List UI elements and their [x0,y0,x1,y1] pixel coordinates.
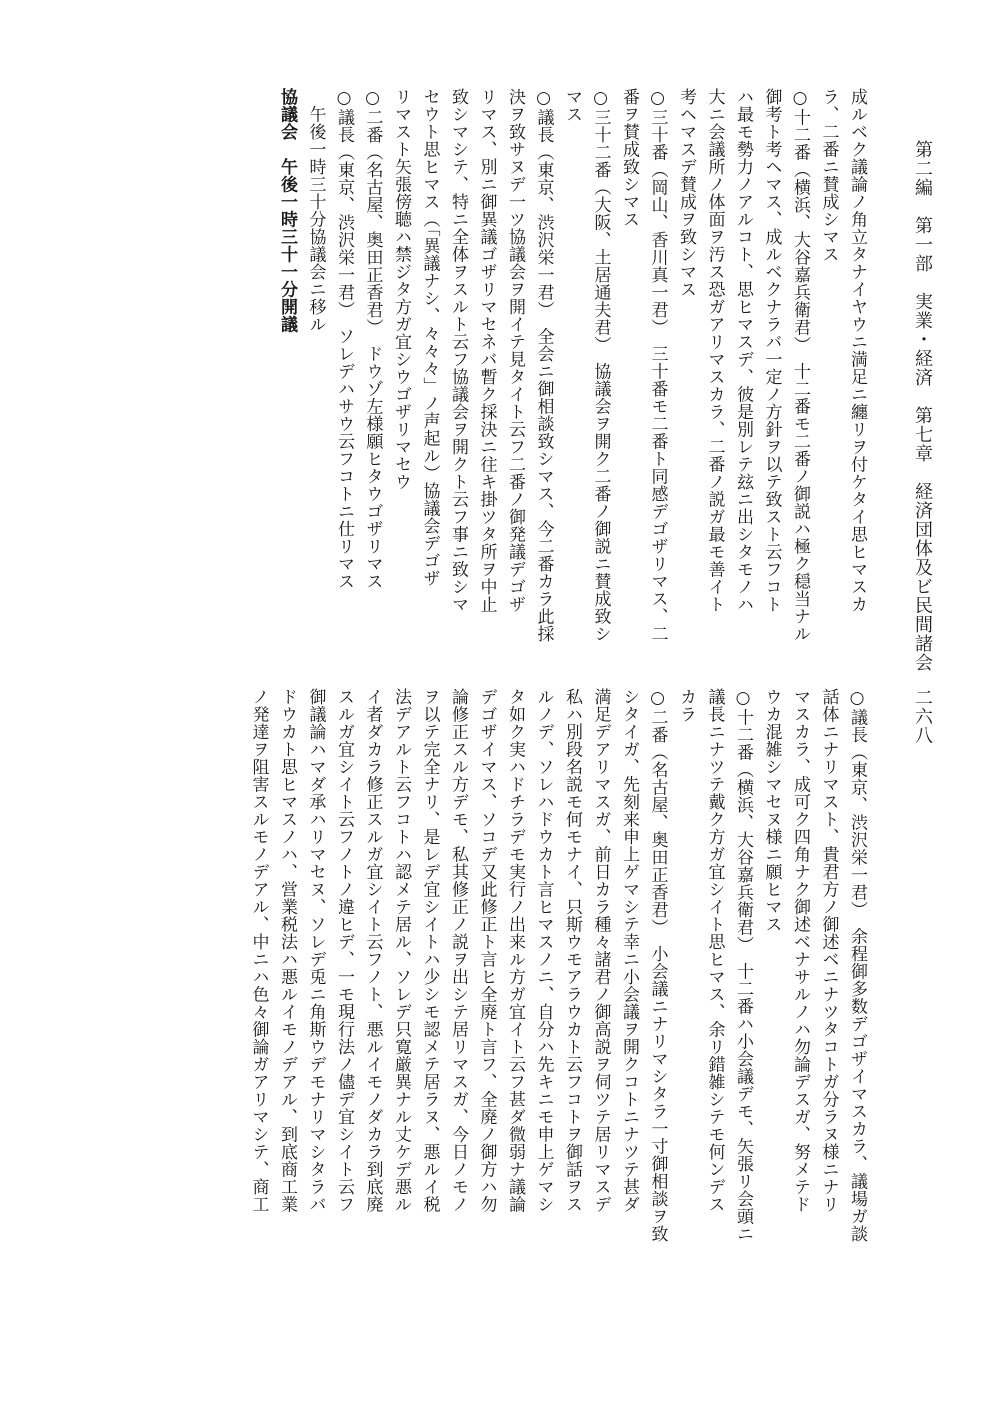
text-column: 番ヲ賛成致シマス [619,88,639,228]
text-column: ○二番（名古屋、奥田正香君） ドウゾ左様願ヒタウゴザリマス [362,88,383,590]
text-column: ウカ混雑シマセヌ様ニ願ヒマス [761,688,782,933]
page-number: 二六八 [912,688,933,745]
text-column: ヲ以テ完全ナリ、是レデ宜シイトハ少シモ認メテ居ラヌ、悪ルイ税 [419,688,440,1213]
text-column: ○議長（東京、渋沢栄一君） 全会ニ御相談致シマス、今二番カラ此採 [533,88,554,643]
text-column: 大ニ会議所ノ体面ヲ汚ス恐ガアリマスカラ、二番ノ説ガ最モ善イト [704,88,725,613]
running-header: 第二編 第一部 実業・経済 第七章 経済団体及ビ民間諸会 [912,140,933,672]
text-column: タ如ク実ハドチラデモ実行ノ出来ル方ガ宜イト云フ甚ダ微弱ナ議論 [505,688,525,1213]
text-column: ラ、二番ニ賛成シマス [818,88,839,263]
text-column: ○十二番（横浜、大谷嘉兵衛君） 十二番ハ小会議デモ、矢張リ会頭ニ [733,688,753,1243]
text-column: 御考ト考ヘマス、成ルベクナラバ一定ノ方針ヲ以テ致スト云フコト [761,88,782,613]
text-column: デゴザイマス、ソコデ又此修正ト言ヒ全廃ト言フ、全廃ノ御方ハ勿 [476,688,497,1213]
text-column: 議長ニナツテ戴ク方ガ宜シイト思ヒマス、余リ錯雑シテモ何ンデス [704,688,725,1213]
text-column: 御議論ハマダ承ハリマセヌ、ソレデ兎ニ角斯ウデモナリマシタラバ [305,688,326,1213]
text-column: ○三十二番（大阪、土居通夫君） 協議会ヲ開ク二番ノ御説ニ賛成致シ [590,88,611,643]
text-column: マス [562,88,582,123]
section-heading: 協議会 午後一時三十一分開議 [277,88,297,333]
text-column: ルノデ、ソレハドウカト言ヒマスノニ、自分ハ先キニモ申上ゲマシ [533,688,554,1213]
text-column: リマス、別ニ御異議ゴザリマセネバ暫ク採決ニ往キ掛ツタ所ヲ中止 [476,88,497,613]
text-column: ○議長（東京、渋沢栄一君） ソレデハサウ云フコトニ仕リマス [334,88,354,590]
text-column: 考ヘマスデ賛成ヲ致シマス [676,88,696,298]
text-column: ○二番（名古屋、奥田正香君） 小会議ニナリマシタラ一寸御相談ヲ致 [647,688,668,1243]
text-column: ノ発達ヲ阻害スルモノデアル、中ニハ色々御論ガアリマシテ、商工 [248,688,269,1213]
text-column: ○議長（東京、渋沢栄一君） 余程御多数デゴザイマスカラ、議場ガ談 [847,688,867,1243]
text-column: 論修正スル方デモ、私其修正ノ説ヲ出シテ居リマスガ、今日ノモノ [448,688,468,1213]
text-column: マスカラ、成可ク四角ナク御述ベナサルノハ勿論デスガ、努メテド [790,688,810,1213]
text-column: 致シマシテ、特ニ全体ヲスルト云フ協議会ヲ開クト云フ事ニ致シマ [448,88,468,613]
text-column: ドウカト思ヒマスノハ、営業税法ハ悪ルイモノデアル、到底商工業 [277,688,297,1213]
text-column: 満足デアリマスガ、前日カラ種々諸君ノ御高説ヲ伺ツテ居リマスデ [590,688,611,1213]
text-column: 私ハ別段名説モ何モナイ、只斯ウモアラウカト云フコトヲ御話ヲス [562,688,582,1213]
text-column: 話体ニナリマスト、貴君方ノ御述ベニナツタコトガ分ラヌ様ニナリ [818,688,839,1213]
text-column: シタイガ、先刻来申上ゲマシテ幸ニ小会議ヲ開クコトニナツテ甚ダ [619,688,639,1213]
text-column: 午後一時三十分協議会ニ移ル [305,88,326,333]
text-column: セウト思ヒマス（「異議ナシ、々々々」ノ声起ル）協議会デゴザ [419,88,440,587]
text-column: リマスト矢張傍聴ハ禁ジタ方ガ宜シウゴザリマセウ [391,88,411,491]
text-column: 法デアルト云フコトハ認メテ居ル、ソレデ只寛厳異ナル丈ケデ悪ル [391,688,411,1213]
text-column: カラ [676,688,696,723]
lower-text-block [244,688,871,1268]
text-column: スルガ宜シイト云フノトノ違ヒデ、一モ現行法ノ儘デ宜シイト云フ [334,688,354,1213]
text-column: 成ルベク議論ノ角立タナイヤウニ満足ニ纏リヲ付ケタイ思ヒマスカ [847,88,867,613]
text-column: ○三十番（岡山、香川真一君） 三十番モ二番ト同感デゴザリマス、二 [647,88,668,643]
text-column: ハ最モ勢力ノアルコト、思ヒマスデ、彼是別レテ玆ニ出シタモノハ [733,88,753,613]
upper-text-block [273,88,872,666]
text-column: 決ヲ致サヌデ一ツ協議会ヲ開イテ見タイト云フ二番ノ御発議デゴザ [505,88,525,613]
text-column: ○十二番（横浜、大谷嘉兵衛君） 十二番モ二番ノ御説ハ極ク穏当ナル [790,88,810,643]
text-column: イ者ダカラ修正スルガ宜シイト云フノト、悪ルイモノダカラ到底廃 [362,688,383,1213]
